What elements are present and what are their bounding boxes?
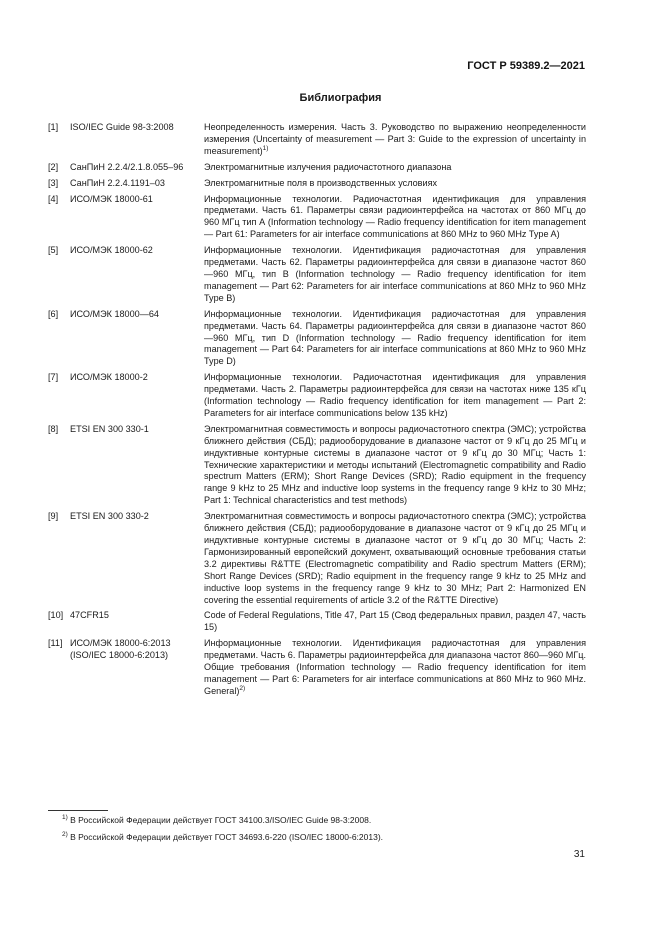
bibliography-entry [48,245,586,305]
footnote-divider [48,810,108,811]
bibliography-entry [48,194,586,242]
entry-number: [7] [48,372,59,383]
bibliography-list [48,122,586,702]
entry-description [204,245,586,305]
entry-description [204,372,586,420]
bibliography-entry [48,178,586,190]
entry-number: [3] [48,177,59,188]
entry-text: Информационные технологии. Идентификация радиочастотная для управления предметами. Часть 62. Параметры радиоинтерфейса для связи в диапазоне частот 860—960 МГц, тип B (Information technology — Radio frequency identification for item management — Part 62: Parameters for air interface communications at 860 MHz to 960 MHz Type B) [204,245,586,303]
entry-number: [4] [48,193,59,204]
entry-number: [2] [48,161,59,172]
footnote-ref: 1) [262,144,269,152]
entry-number: [6] [48,308,59,319]
entry-number: [5] [48,245,59,256]
entry-code: ИСО/МЭК 18000-62 [70,245,153,256]
footnote [62,815,582,826]
page-number: 31 [573,849,585,860]
entry-description [204,178,586,190]
bibliography-entry [48,162,586,174]
entry-number: [11] [48,638,63,649]
entry-number: [10] [48,610,64,621]
entry-description [204,122,586,158]
standard-header: ГОСТ Р 59389.2—2021 [467,60,585,72]
entry-description [204,511,586,606]
entry-description [204,638,586,698]
entry-number: [8] [48,423,59,434]
bibliography-entry [48,610,586,634]
footnote-ref: 2) [239,684,246,692]
footnote [62,832,582,843]
entry-code: ETSI EN 300 330-2 [70,511,149,522]
entry-code: СанПиН 2.2.4.1191–03 [70,177,165,188]
entry-text: Информационные технологии. Радиочастотная идентификация для управления предметами. Часть 2. Параметры радиоинтерфейса для связи на частотах ниже 135 кГц (Information technology — Radio frequency identification for item management — Part 2: Parameters for air interface communications below 135 kHz) [204,372,586,418]
entry-text: Информационные технологии. Идентификация радиочастотная для управления предметами. Часть 64. Параметры радиоинтерфейса для связи в диапазоне частот 860—960 МГц, тип D (Information technology — Radio frequency identification for item management — Part 64: Parameters for air interface communications at 860 MHz to 960 MHz Type D) [204,308,586,367]
bibliography-entry [48,309,586,369]
entry-text: Электромагнитные излучения радиочастотного диапазона [204,161,452,172]
footnote-text: В Российской Федерации действует ГОСТ 34693.6-220 (ISO/IEC 18000-6:2013). [70,832,384,842]
bibliography-entry [48,372,586,420]
bibliography-entry [48,511,586,606]
entry-text: Электромагнитные поля в производственных условиях [204,177,438,188]
entry-description [204,424,586,507]
page-title: Библиография [299,92,382,104]
entry-code: ИСО/МЭК 18000-61 [70,193,153,204]
entry-text: Code of Federal Regulations, Title 47, Part 15 (Свод федеральных правил, раздел 47, часть 15) [204,610,586,633]
footnotes [62,815,582,849]
entry-number: [1] [48,122,59,132]
entry-text: Электромагнитная совместимость и вопросы радиочастотного спектра (ЭМС); устройства ближнего действия (СБД); радиооборудование в диапазоне частот от 9 кГц до 25 МГц и индуктивные контурные системы в диапазоне частот от 9 кГц до 30 МГц; Часть 1: Технические характеристики и методы испытаний (Electromagnetic compatibility and Radio spectrum Matters (ERM); Short Range Devices (SRD); Radio equipment in the frequency range 9 kHz to 25 MHz and inductive loop systems in the frequency range 9 kHz to 30 MHz; Part 1: Technical characteristics and test methods) [204,423,586,506]
footnote-mark: 2) [62,831,68,839]
entry-code: СанПиН 2.2.4/2.1.8.055–96 [70,161,184,172]
entry-code: ИСО/МЭК 18000-6:2013 (ISO/IEC 18000-6:2013) [70,638,171,661]
entry-code: ИСО/МЭК 18000—64 [70,308,159,319]
entry-description [204,162,586,174]
entry-description [204,309,586,369]
entry-text: Электромагнитная совместимость и вопросы радиочастотного спектра (ЭМС); устройства ближнего действия (СБД); радиооборудование в диапазоне частот от 9 кГц до 25 МГц и индуктивные контурные системы в диапазоне частот от 9 кГц до 30 МГц; Часть 2: Гармонизированный европейский документ, охватывающий основные требования статьи 3.2 директивы R&TTE (Electromagnetic compatibility and Radio spectrum Matters (ERM); Short Range Devices (SRD); Radio equipment in the frequency range 9 kHz to 25 MHz and inductive loop systems in the frequency range 9 kHz to 30 MHz; Part 2: Harmonized EN covering the essential requirements of article 3.2 of the R&TTE Directive) [204,511,586,605]
entry-description [204,194,586,242]
entry-code: ISO/IEC Guide 98-3:2008 [70,122,174,132]
entry-number: [9] [48,511,59,522]
entry-code: ETSI EN 300 330-1 [70,423,149,434]
footnote-mark: 1) [62,814,68,822]
entry-text: Информационные технологии. Идентификация радиочастотная для управления предметами. Часть 6. Параметры радиоинтерфейса для диапазона частот 860—960 МГц. Общие требования (Information technology — Radio frequency identification for item management — Part 6: Parameters for air interface communications at 860 MHz to 960 MHz. General) [204,638,586,696]
bibliography-entry [48,638,586,698]
entry-code: ИСО/МЭК 18000-2 [70,372,148,383]
footnote-text: В Российской Федерации действует ГОСТ 34100.3/ISO/IEC Guide 98-3:2008. [70,815,372,825]
entry-description [204,610,586,634]
entry-code: 47CFR15 [70,610,109,621]
bibliography-entry [48,122,586,158]
bibliography-entry [48,424,586,507]
entry-text: Неопределенность измерения. Часть 3. Руководство по выражению неопределенности измерения (Uncertainty of measurement — Part 3: Guide to the expression of uncertainty in measurement) [204,122,586,156]
entry-text: Информационные технологии. Радиочастотная идентификация для управления предметами. Часть 61. Параметры связи радиоинтерфейса на частотах от 860 МГц до 960 МГц тип А (Information technology — Radio frequency identification for item management — Part 61: Parameters for air interface communications at 860 MHz to 960 MHz Type A) [204,193,586,240]
